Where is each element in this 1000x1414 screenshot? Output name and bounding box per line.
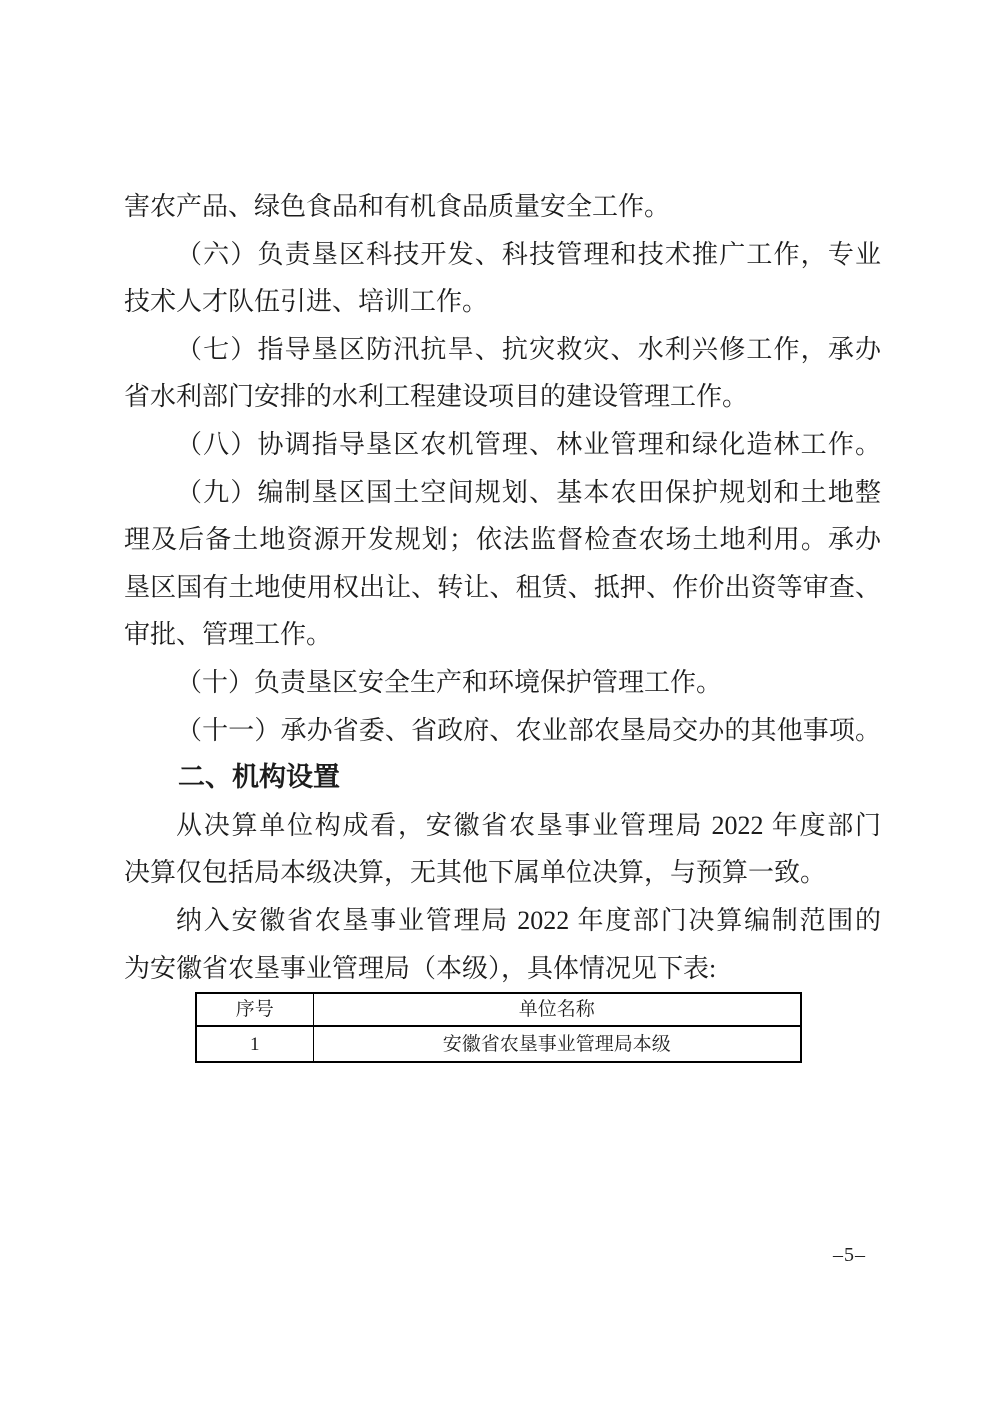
units-table [195, 992, 802, 1063]
units-table-header-name: 单位名称 [313, 993, 801, 1026]
body-line: 技术人才队伍引进、培训工作。 [124, 287, 489, 317]
table-row [196, 1026, 801, 1062]
page-number: –5– [833, 1244, 866, 1266]
body-line: 省水利部门安排的水利工程建设项目的建设管理工作。 [124, 382, 749, 412]
body-line: （六）负责垦区科技开发、科技管理和技术推广工作，专业 [176, 239, 881, 269]
body-line: 审批、管理工作。 [124, 620, 333, 650]
body-line: （十一）承办省委、省政府、农业部农垦局交办的其他事项。 [176, 715, 881, 745]
body-line: 纳入安徽省农垦事业管理局 2022 年度部门决算编制范围的 [176, 905, 881, 935]
body-line: （十）负责垦区安全生产和环境保护管理工作。 [176, 667, 723, 697]
body-line: 决算仅包括局本级决算，无其他下属单位决算，与预算一致。 [124, 858, 827, 888]
body-line: 害农产品、绿色食品和有机食品质量安全工作。 [124, 192, 671, 221]
body-line: 从决算单位构成看，安徽省农垦事业管理局 2022 年度部门 [176, 810, 881, 840]
unit-row-name: 安徽省农垦事业管理局本级 [313, 1026, 801, 1062]
body-line: 垦区国有土地使用权出让、转让、租赁、抵押、作价出资等审查、 [124, 572, 881, 602]
body-line: 理及后备土地资源开发规划；依法监督检查农场土地利用。承办 [124, 525, 881, 555]
body-line: （七）指导垦区防汛抗旱、抗灾救灾、水利兴修工作，承办 [176, 334, 881, 364]
units-table-header-row [196, 993, 801, 1026]
units-table-header-no: 序号 [196, 993, 313, 1026]
unit-row-number: 1 [196, 1026, 313, 1062]
body-line: （九）编制垦区国土空间规划、基本农田保护规划和土地整 [176, 477, 881, 507]
body-line: 为安徽省农垦事业管理局（本级），具体情况见下表: [124, 953, 717, 983]
document-body [124, 183, 881, 1063]
section-heading: 二、机构设置 [178, 762, 340, 793]
body-line: （八）协调指导垦区农机管理、林业管理和绿化造林工作。 [176, 429, 881, 459]
